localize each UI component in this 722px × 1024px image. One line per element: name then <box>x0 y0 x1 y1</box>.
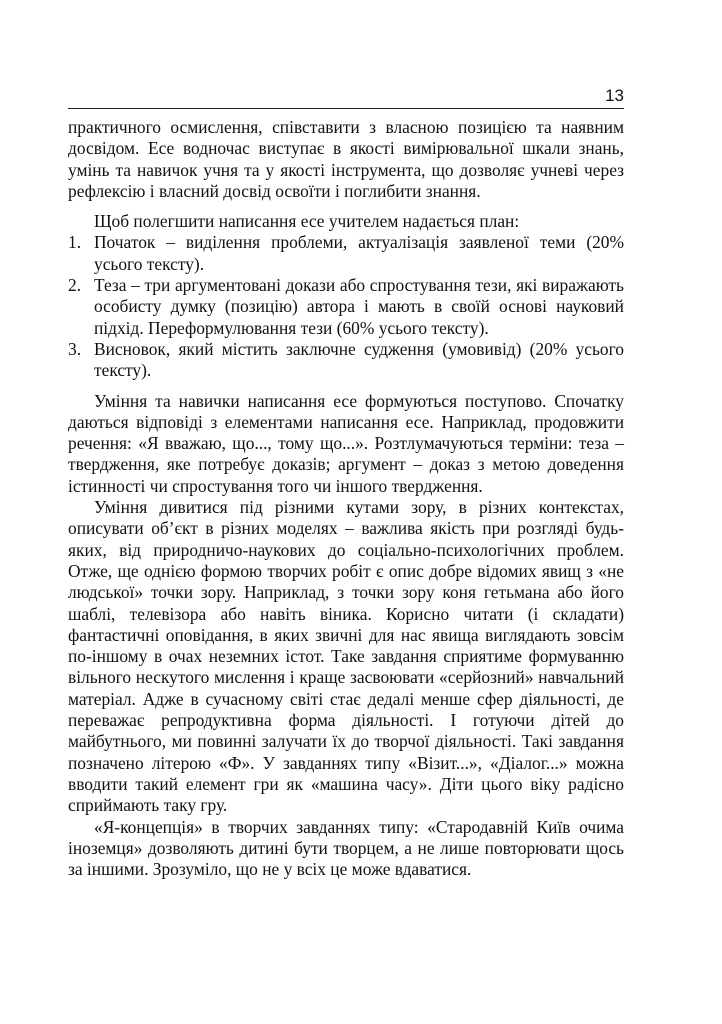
page-header <box>68 80 624 109</box>
book-page <box>68 80 624 880</box>
list-item-text: Початок – виділення проблеми, актуалізація заявленої теми (20% усього тексту). <box>94 232 624 274</box>
plan-list <box>68 232 624 381</box>
list-item <box>68 232 624 275</box>
list-item-text: Висновок, який містить заключне судження (умовивід) (20% усього тексту). <box>94 338 624 381</box>
list-item-text: Теза – три аргументовані докази або спростування тези, які виражають особисту думку (позицію) автора і мають в своїй основі науковий підхід. Переформулювання тези (60% усього тексту). <box>94 275 624 338</box>
list-item-number: 3. <box>68 338 82 359</box>
page-number: 13 <box>605 86 624 105</box>
paragraph-intro: практичного осмислення, співставити з власною позицією та наявним досвідом. Есе водночас виступає в якості вимірювальної шкали знань, умінь та навичок учня та у якості інструмента, що дозволяє учневі через рефлексію і власний досвід освоїти і поглибити знання. <box>68 117 624 201</box>
list-item <box>68 275 624 339</box>
list-item-number: 1. <box>68 232 82 253</box>
page-body <box>68 117 624 880</box>
paragraph-skills: Уміння та навички написання есе формуються поступово. Спочатку даються відповіді з елементами написання есе. Наприклад, продовжити речення: «Я вважаю, що..., тому що...». Розтлумачуються терміни: теза – твердження, яке потребує доказів; аргумент – доказ з метою доведення істинності чи спростування того чи іншого твердження. <box>68 390 624 496</box>
list-item <box>68 339 624 382</box>
plan-intro: Щоб полегшити написання есе учителем надається план: <box>94 211 520 232</box>
paragraph-self-concept: «Я-концепція» в творчих завданнях типу: «Стародавній Київ очима іноземця» дозволяють дитині бути творцем, а не лише повторювати щось за іншими. Зрозуміло, що не у всіх це може вдаватися. <box>68 816 624 880</box>
paragraph-viewpoints: Уміння дивитися під різними кутами зору, в різних контекстах, описувати об’єкт в різних моделях – важлива якість при розгляді будь-яких, від природничо-наукових до соціально-психологічних проблем. Отже, ще однією формою творчих робіт є опис добре відомих явищ з «не людської» точки зору. Наприклад, з точки зору коня гетьмана або його шаблі, телевізора або навіть віника. Корисно читати (і складати) фантастичні оповідання, в яких звичні для нас явища виглядають зовсім по-іншому в очах неземних істот. Таке завдання сприятиме формуванню вільного нескутого мислення і краще засвоювати «серйозний» навчальний матеріал. Адже в сучасному світі стає дедалі менше сфер діяльності, де переважає репродуктивна форма діяльності. І готуючи дітей до майбутнього, ми повинні залучати їх до творчої діяльності. Такі завдання позначено літерою «Ф». У завданнях типу «Візит...», «Діалог...» можна вводити такий елемент гри як «машина часу». Діти цього віку радісно сприймають таку гру. <box>68 497 624 816</box>
list-item-number: 2. <box>68 275 82 296</box>
